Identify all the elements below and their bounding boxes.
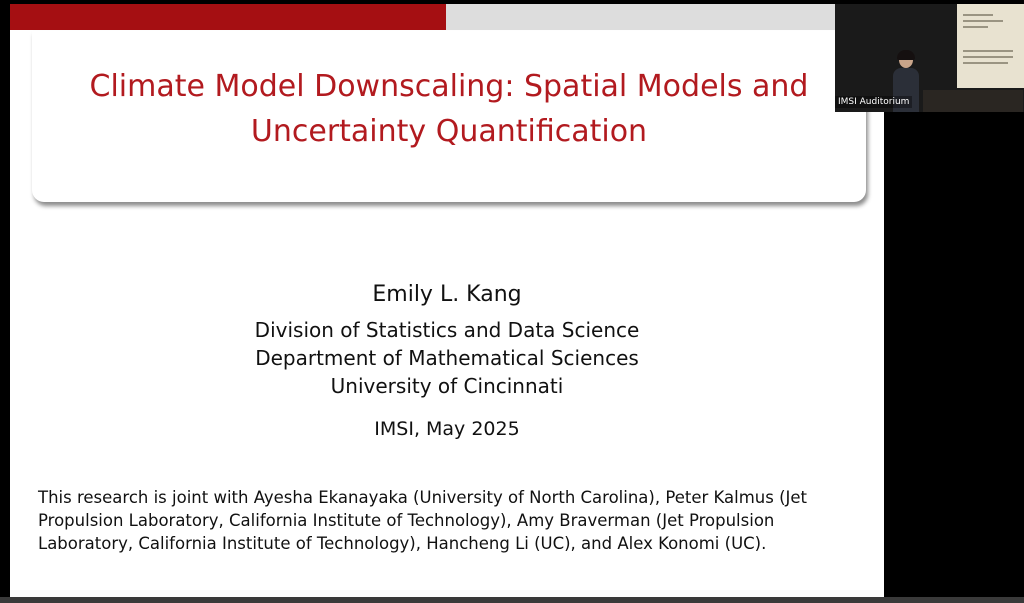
note-line-3: Laboratory, California Institute of Technology), Hancheng Li (UC), and Alex Konomi (UC). (38, 534, 767, 553)
note-line-1: This research is joint with Ayesha Ekanayaka (University of North Carolina), Peter Kalmus (Jet (38, 488, 808, 507)
header-bar-red (10, 4, 446, 30)
slide-title-line-1: Climate Model Downscaling: Spatial Models and (89, 69, 809, 104)
presentation-date: IMSI, May 2025 (374, 418, 520, 440)
author-name: Emily L. Kang (372, 282, 522, 307)
affiliation-department: Department of Mathematical Sciences (255, 346, 639, 370)
slide-title-line-2: Uncertainty Quantification (250, 114, 648, 149)
bottom-strip (0, 597, 1024, 603)
affiliation-division: Division of Statistics and Data Science (254, 318, 640, 342)
header-bar-grey (446, 4, 884, 30)
note-line-2: Propulsion Laboratory, California Institute of Technology), Amy Braverman (Jet Propulsion (38, 511, 775, 530)
affiliation-university: University of Cincinnati (330, 374, 564, 398)
joint-research-note (38, 486, 868, 555)
presentation-slide (10, 4, 884, 597)
projector-screen (957, 4, 1024, 88)
slide-title (32, 64, 866, 154)
camera-label: IMSI Auditorium (835, 96, 912, 108)
podium (923, 90, 1023, 112)
speaker-camera-thumbnail[interactable] (835, 4, 1024, 112)
